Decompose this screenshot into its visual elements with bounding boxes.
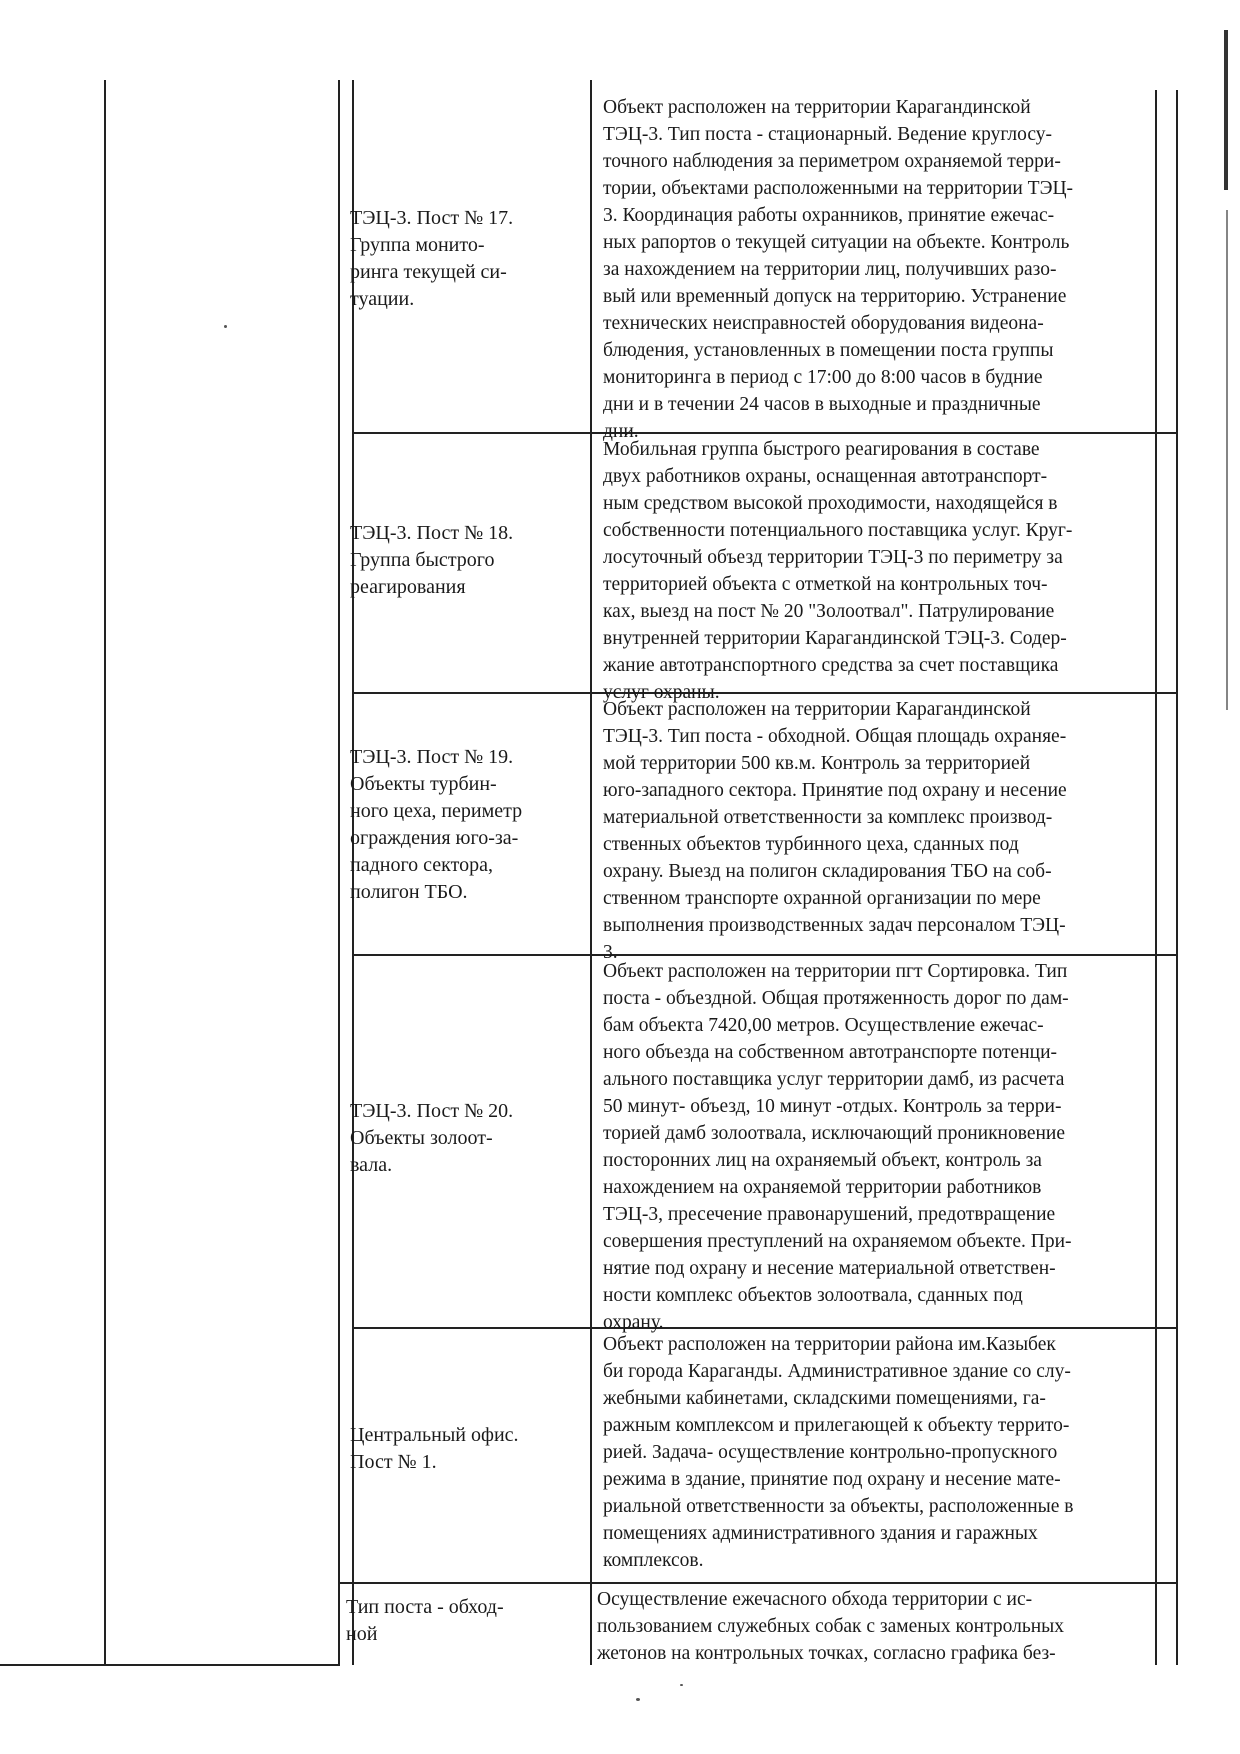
description-line: жебными кабинетами, складскими помещениями, га- [603,1388,1046,1409]
description-line: ках, выезд на пост № 20 "Золоотвал". Патрулирование [603,601,1055,622]
description-line: 3. [603,942,618,963]
description-line: внутренней территории Карагандинской ТЭЦ-3. Содер- [603,628,1067,649]
post-line: Объекты золоот- [350,1127,493,1149]
description-line: двух работников охраны, оснащенная автотранспорт- [603,466,1048,487]
description-line: жетонов на контрольных точках, согласно графика без- [597,1643,1056,1664]
description-line: ального поставщика услуг территории дамб, из расчета [603,1069,1065,1090]
post-line: ограждения юго-за- [350,827,519,849]
description-line: вый или временный допуск на территорию. Устранение [603,286,1067,307]
description-line: материальной ответственности за комплекс производ- [603,807,1053,828]
description-line: Мобильная группа быстрого реагирования в составе [603,439,1040,460]
row-description [597,1586,1150,1667]
post-line: ТЭЦ-3. Пост № 19. [350,746,514,768]
description-line: риальной ответственности за объекты, расположенные в [603,1496,1074,1517]
description-line: дни и в течении 24 часов в выходные и праздничные [603,394,1041,415]
description-line: охрану. Выезд на полигон складирования ТБО на соб- [603,861,1052,882]
scan-speck [636,1698,640,1701]
description-line: комплексов. [603,1550,704,1571]
description-line: ных рапортов о текущей ситуации на объекте. Контроль [603,232,1070,253]
description-line: нахождением на охраняемой территории работников [603,1177,1042,1198]
row-description [603,436,1148,706]
description-line: ражным комплексом и прилегающей к объекту террито- [603,1415,1070,1436]
description-line: юго-западного сектора. Принятие под охрану и несение [603,780,1067,801]
description-line: би города Караганды. Административное здание со слу- [603,1361,1071,1382]
post-line: Центральный офис. [350,1424,519,1446]
description-line: блюдения, установленных в помещении поста группы [603,340,1054,361]
post-line: полигон ТБО. [350,881,468,903]
description-line: ственных объектов турбинного цеха, сданных под [603,834,1019,855]
description-line: технических неисправностей оборудования видеона- [603,313,1044,334]
scan-speck [224,325,227,328]
description-line: ственном транспорте охранной организации по мере [603,888,1041,909]
post-line: ТЭЦ-3. Пост № 20. [350,1100,514,1122]
post-line: ТЭЦ-3. Пост № 18. [350,522,514,544]
description-line: мониторинга в период с 17:00 до 8:00 часов в будние [603,367,1043,388]
description-line: Осуществление ежечасного обхода территории с ис- [597,1589,1033,1610]
description-line: Объект расположен на территории района им.Казыбек [603,1334,1056,1355]
scan-speck [680,1684,683,1686]
post-line: Группа быстрого [350,549,495,571]
table-column-divider [590,80,592,1665]
post-line: реагирования [350,576,466,598]
description-line: ности комплекс объектов золоотвала, сданных под [603,1285,1023,1306]
description-line: охрану. [603,1312,664,1333]
description-line: торией дамб золоотвала, исключающий проникновение [603,1123,1066,1144]
post-line: Тип поста - обход- [346,1596,504,1618]
description-line: посторонних лиц на охраняемый объект, контроль за [603,1150,1042,1171]
description-line: жание автотранспортного средства за счет поставщика [603,655,1059,676]
post-line: ного цеха, периметр [350,800,523,822]
description-line: совершения преступлений на охраняемом объекте. При- [603,1231,1072,1252]
description-line: собственности потенциального поставщика услуг. Круг- [603,520,1073,541]
description-line: 3. Координация работы охранников, принятие ежечас- [603,205,1055,226]
description-line: бам объекта 7420,00 метров. Осуществление ежечас- [603,1015,1044,1036]
description-line: ТЭЦ-3, пресечение правонарушений, предотвращение [603,1204,1056,1225]
description-line: территорией объекта с отметкой на контрольных точ- [603,574,1048,595]
description-line: рией. Задача- осуществление контрольно-пропускного [603,1442,1058,1463]
row-divider-5 [340,1582,1178,1584]
description-line: ным средством высокой проходимости, находящейся в [603,493,1058,514]
table-left-border-outer [104,80,106,1665]
description-line: ного объезда на собственном автотранспорте потенци- [603,1042,1057,1063]
post-line: Объекты турбин- [350,773,497,795]
post-line: вала. [350,1154,393,1176]
scan-edge-mark [1224,30,1228,190]
description-line: за нахождением на территории лиц, получивших разо- [603,259,1057,280]
description-line: режима в здание, принятие под охрану и несение мате- [603,1469,1061,1490]
description-line: ТЭЦ-3. Тип поста - стационарный. Ведение круглосу- [603,124,1052,145]
description-line: тории, объектами расположенными на территории ТЭЦ- [603,178,1074,199]
table-right-border-a [1155,90,1157,1665]
description-line: мой территории 500 кв.м. Контроль за территорией [603,753,1031,774]
description-line: точного наблюдения за периметром охраняемой терри- [603,151,1061,172]
description-line: Объект расположен на территории Карагандинской [603,97,1031,118]
post-line: ТЭЦ-3. Пост № 17. [350,207,514,229]
scan-edge-mark [1226,210,1228,710]
description-line: услуг охраны. [603,682,720,703]
row-post-name [350,205,580,313]
description-line: помещениях административного здания и гаражных [603,1523,1038,1544]
row-description [603,696,1148,966]
description-line: Объект расположен на территории Карагандинской [603,699,1031,720]
description-line: пользованием служебных собак с заменых контрольных [597,1616,1065,1637]
post-line: падного сектора, [350,854,493,876]
row-post-name [346,1594,576,1648]
description-line: 50 минут- объезд, 10 минут -отдых. Контроль за терри- [603,1096,1062,1117]
row-post-name [350,744,580,906]
description-line: поста - объездной. Общая протяженность дорог по дам- [603,988,1069,1009]
description-line: дни. [603,421,639,442]
post-line: Группа монито- [350,234,485,256]
description-line: лосуточный объезд территории ТЭЦ-3 по периметру за [603,547,1063,568]
description-line: ТЭЦ-3. Тип поста - обходной. Общая площадь охраняе- [603,726,1067,747]
row-description [603,958,1148,1336]
row-post-name [350,1098,580,1179]
post-line: ной [346,1623,378,1645]
row-post-name [350,1422,580,1476]
post-line: Пост № 1. [350,1451,437,1473]
table-left-border-a [338,80,340,1665]
row-description [603,1331,1148,1574]
description-line: выполнения производственных задач персоналом ТЭЦ- [603,915,1066,936]
table-right-border-b [1176,90,1178,1665]
description-line: нятие под охрану и несение материальной ответствен- [603,1258,1056,1279]
row-description [603,94,1148,445]
description-line: Объект расположен на территории пгт Сортировка. Тип [603,961,1068,982]
row-post-name [350,520,580,601]
table-bottom-border [0,1664,340,1666]
post-line: туации. [350,288,415,310]
post-line: ринга текущей си- [350,261,507,283]
